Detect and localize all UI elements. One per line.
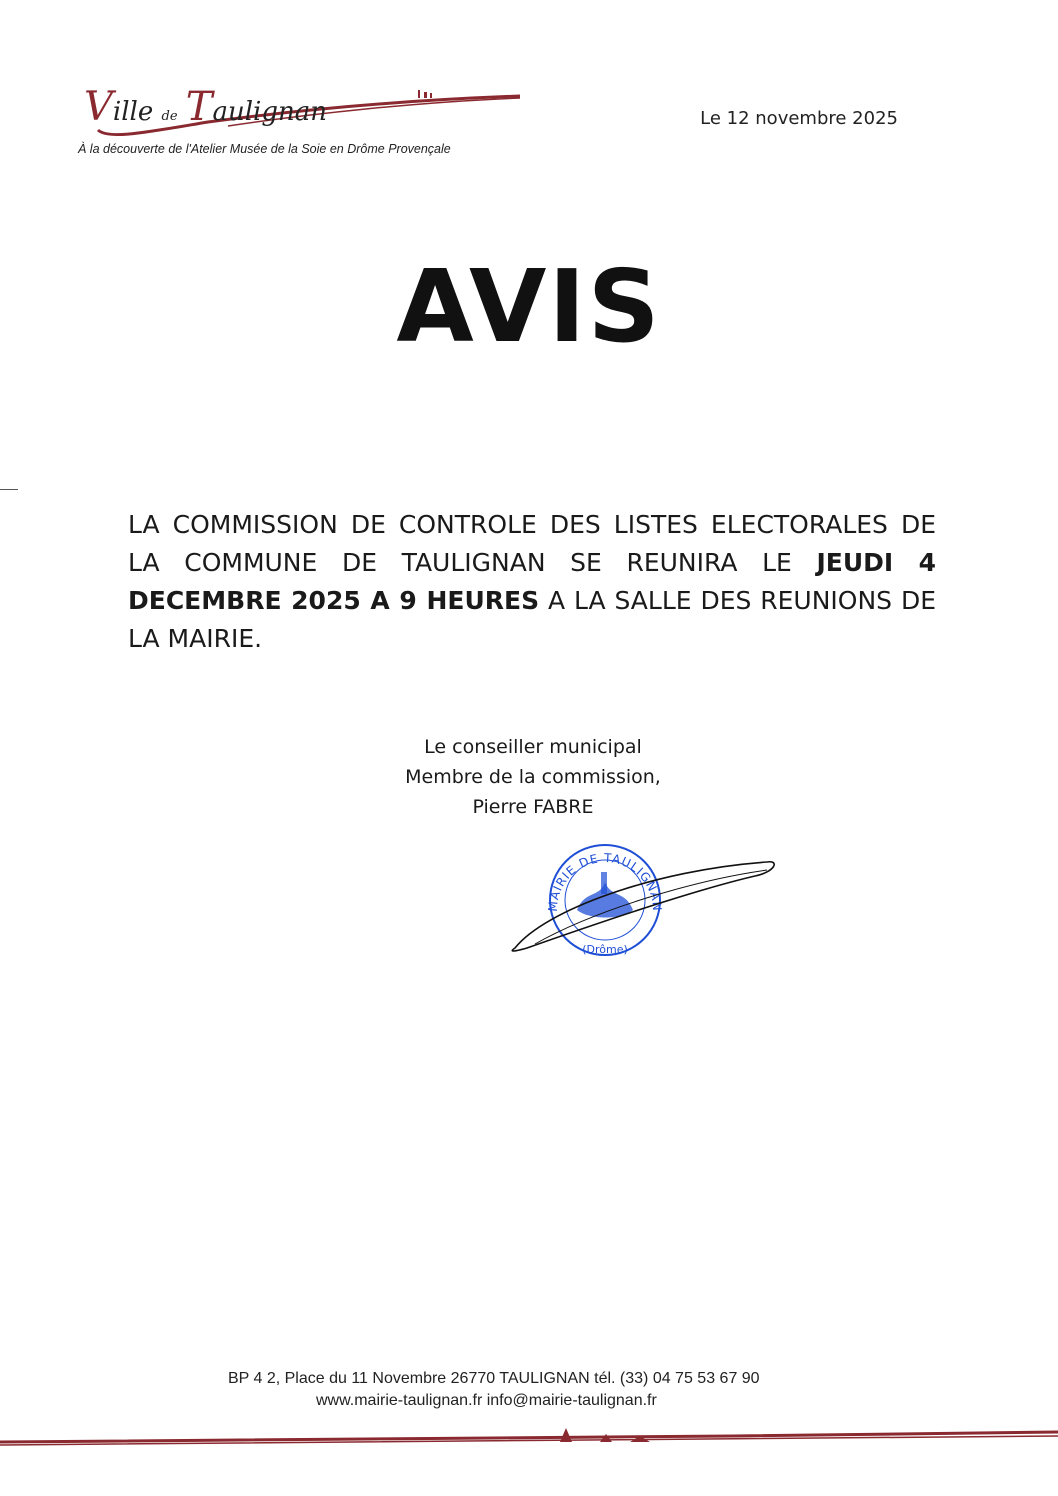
notice-text-part2: A LA SALLE DES REUNIONS DE LA MAIRIE. <box>128 586 936 653</box>
signature-block <box>300 732 766 822</box>
footer-address: BP 4 2, Place du 11 Novembre 26770 TAULIGNAN tél. (33) 04 75 53 67 90 <box>228 1370 760 1387</box>
signature-name: Pierre FABRE <box>472 796 594 818</box>
fold-mark <box>0 489 18 490</box>
signature-member: Membre de la commission, <box>405 766 661 788</box>
logo-de: de <box>161 109 178 124</box>
signature-role: Le conseiller municipal <box>424 736 642 758</box>
logo-ville: ille <box>112 97 154 127</box>
notice-text-part1: LA COMMISSION DE CONTROLE DES LISTES ELECTORALES DE LA COMMUNE DE TAULIGNAN SE REUNIRA LE <box>128 510 936 577</box>
document-date: Le 12 novembre 2025 <box>700 108 898 129</box>
document-title: AVIS <box>396 248 662 365</box>
footer-swoosh <box>0 1420 1058 1460</box>
footer-contact <box>228 1368 760 1412</box>
municipal-logo <box>78 82 528 142</box>
stamp-region: (Drôme) <box>582 943 628 956</box>
notice-body <box>128 506 936 658</box>
stamp-text: MAIRIE DE TAULIGNAN <box>545 850 665 913</box>
logo-initial-t: T <box>185 84 213 130</box>
logo-initial-v: V <box>84 84 113 130</box>
stamp-graphic <box>505 840 785 970</box>
footer-web: www.mairie-taulignan.fr info@mairie-taulignan.fr <box>316 1392 657 1409</box>
logo-tagline: À la découverte de l'Atelier Musée de la Soie en Drôme Provençale <box>78 142 451 156</box>
logo-taulignan: aulignan <box>212 97 327 127</box>
logo-wordmark <box>84 84 327 130</box>
notice-highlight: JEUDI 4 DECEMBRE 2025 A 9 HEURES <box>128 548 936 615</box>
official-stamp <box>505 840 785 974</box>
